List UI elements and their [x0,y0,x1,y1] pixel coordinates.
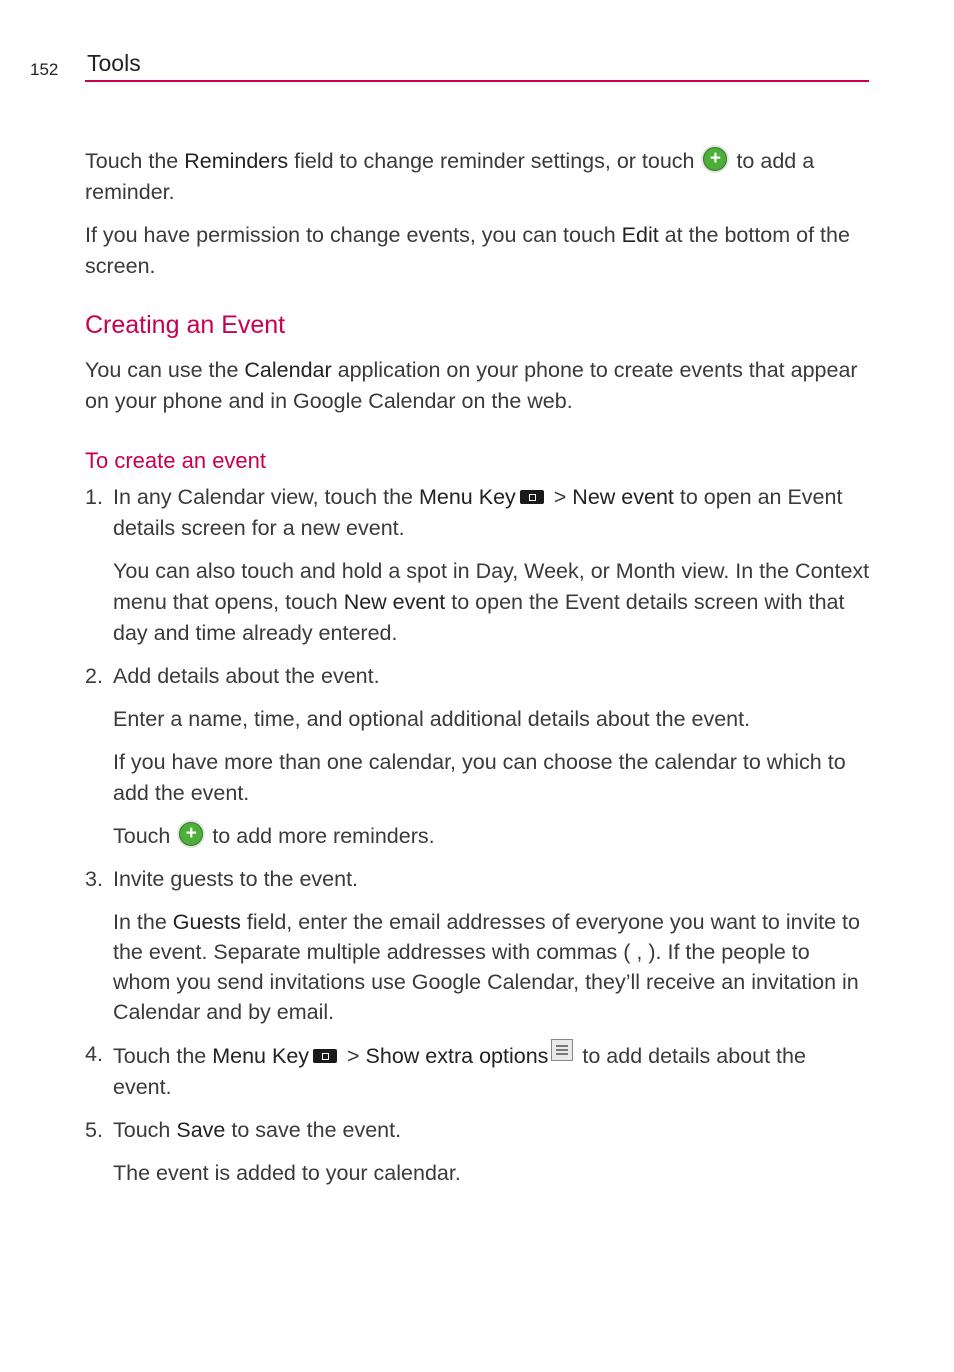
add-icon: + [179,822,203,846]
calendar-term: Calendar [244,358,332,382]
text: > [547,485,573,509]
text: You can use the [85,358,245,382]
step-text [113,1039,870,1103]
step-number: 1. [85,485,103,509]
text: If you have permission to change events, you can touch [85,223,622,247]
menu-key-term: Menu Key [212,1044,310,1068]
page-number: 152 [30,60,59,79]
subsection-title: To create an event [85,448,267,473]
step-note: Enter a name, time, and optional additional details about the event. [113,707,751,731]
text: to open the Event details screen with that day and time already entered. [113,590,845,645]
text: to add a reminder. [85,149,815,204]
text: Touch the [113,1044,213,1068]
step-number: 2. [85,664,103,688]
step-note [113,556,870,649]
step-number: 4. [85,1042,103,1066]
intro-paragraph-2 [85,220,870,282]
step-2 [85,661,870,852]
text: Touch [113,824,177,848]
step-text: Invite guests to the event. [113,867,359,891]
text: In the [113,910,173,934]
text: to add more reminders. [206,824,435,848]
step-note: If you have more than one calendar, you can choose the calendar to which to add the event. [113,750,846,805]
show-extra-options-term: Show extra options [365,1044,549,1068]
new-event-term: New event [343,590,446,614]
step-text [113,482,870,544]
text: field, enter the email addresses of everyone you want to invite to the event. Separate multiple addresses with commas ( , ). If the people to whom you send invitations use Google Calendar, they’ll receive an invitation in Calendar and by email. [113,910,860,1024]
section-header: Tools [87,50,141,76]
step-1 [85,482,870,649]
text: field to change reminder settings, or touch [288,149,701,173]
step-number: 5. [85,1118,103,1142]
menu-key-icon [313,1049,337,1063]
add-icon: + [703,147,727,171]
step-4 [85,1039,870,1103]
text: Touch the [85,149,185,173]
text: > [341,1044,366,1068]
extra-options-icon [551,1039,573,1061]
step-note [113,821,870,852]
step-number: 3. [85,867,103,891]
step-note [113,907,870,1027]
section-paragraph [85,355,870,417]
reminders-term: Reminders [184,149,289,173]
page-body [85,146,870,1189]
edit-term: Edit [621,223,659,247]
section-title: Creating an Event [85,311,286,339]
save-term: Save [176,1118,226,1142]
new-event-term: New event [572,485,674,509]
text: You can also touch and hold a spot in Day, Week, or Month view. In the Context menu that opens, touch [113,559,870,614]
text: at the bottom of the screen. [85,223,850,278]
header-rule [85,80,869,82]
text: application on your phone to create events that appear on your phone and in Google Calendar on the web. [85,358,858,413]
steps-list [85,482,870,1189]
step-text [113,1115,870,1146]
step-text: Add details about the event. [113,664,380,688]
text: to open an Event details screen for a new event. [113,485,843,540]
step-note: The event is added to your calendar. [113,1161,461,1185]
menu-key-icon [520,490,544,504]
text: to add details about the event. [113,1044,806,1099]
text: Touch [113,1118,177,1142]
step-5 [85,1115,870,1189]
text: to save the event. [225,1118,402,1142]
guests-term: Guests [172,910,241,934]
intro-paragraph-1 [85,146,870,208]
menu-key-term: Menu Key [418,485,516,509]
step-3 [85,864,870,1027]
text: In any Calendar view, touch the [113,485,419,509]
